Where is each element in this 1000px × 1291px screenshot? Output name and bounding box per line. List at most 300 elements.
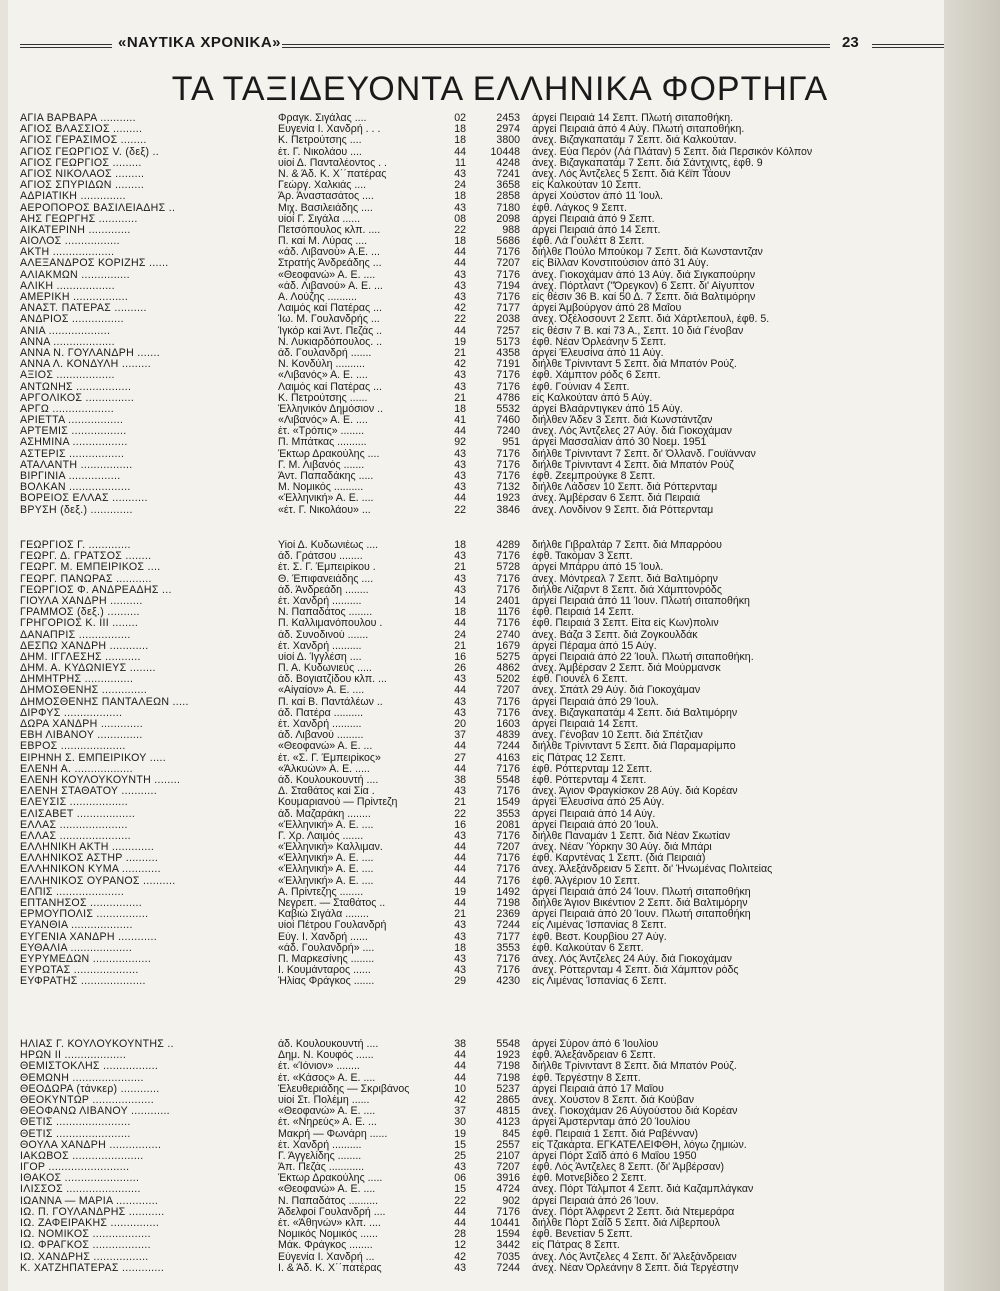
owner-name: Π. Μαρκεσίνης ........ <box>278 953 375 965</box>
voyage-status: διήλθεν Άδεν 3 Σεπτ. διά Κωνστάντζαν <box>532 415 713 427</box>
ship-name: ΓΡΑΜΜΟΣ (δεξ.) .......... <box>20 607 140 619</box>
owner-name: έτ. «Τρόπις» ........ <box>278 426 365 438</box>
ship-row <box>20 124 940 135</box>
tonnage: 7176 <box>496 965 520 977</box>
flag-code: 24 <box>454 180 466 192</box>
ship-name: ΙΘΑΚΟΣ ....................... <box>20 1173 140 1185</box>
tonnage: 7176 <box>496 786 520 798</box>
owner-name: Ν. Λυκιαρδόπουλος. .. <box>278 336 383 348</box>
owner-name: «Έλληνική» Α. Ε. .... <box>278 819 374 831</box>
ship-name: ΑΝΙΑ ................... <box>20 325 111 337</box>
tonnage: 7176 <box>496 830 520 842</box>
voyage-status: διήλθε Τρίνινταντ 5 Σεπτ. διά Μπατόν Ρούζ. <box>532 359 737 371</box>
flag-code: 21 <box>454 347 466 359</box>
flag-code: 44 <box>454 763 466 775</box>
ship-row <box>20 191 940 202</box>
tonnage: 2081 <box>496 819 520 831</box>
ship-row <box>20 1252 940 1263</box>
tonnage: 4358 <box>496 347 520 359</box>
ship-name: ΕΛΙΣΑΒΕΤ .................. <box>20 808 136 820</box>
voyage-status: άργεί Πειραιά άπό 26 Ίουν. <box>532 1195 659 1207</box>
owner-name: Ίγκόρ καί Άντ. Πεζάς .. <box>278 325 383 337</box>
flag-code: 18 <box>454 942 466 954</box>
tonnage: 7176 <box>496 471 520 482</box>
voyage-status: άνεχ. Γένοβαν 10 Σεπτ. διά Σπέτζιαν <box>532 730 703 742</box>
flag-code: 44 <box>454 247 466 259</box>
owner-name: Θ. Έπιφανειάδης .... <box>278 573 374 585</box>
ship-name: ΑΡΤΕΜΙΣ ................. <box>20 426 127 438</box>
owner-name: Έλευθεριάδης — Σκριβάνος <box>278 1083 410 1095</box>
tonnage: 4815 <box>496 1106 520 1118</box>
tonnage: 3553 <box>496 808 520 820</box>
ship-row <box>20 1061 940 1072</box>
ship-name: ΑΛΙΑΚΜΩΝ ............... <box>20 269 130 281</box>
voyage-status: είς Τζακάρτα. ΕΓΚΑΤΕΛΕΙΦΘΗ, λόγω ζημιών. <box>532 1139 747 1151</box>
voyage-status: έφθ. Λάγκος 9 Σεπτ. <box>532 202 627 214</box>
tonnage: 951 <box>502 437 520 449</box>
flag-code: 44 <box>454 1218 466 1229</box>
tonnage: 2858 <box>496 191 520 203</box>
ship-name: ΕΛΕΝΗ ΣΤΑΘΑΤΟΥ ........... <box>20 786 158 798</box>
voyage-status: είς Λιμένας Ίσπανίας 8 Σεπτ. <box>532 920 667 932</box>
ship-row <box>20 708 940 719</box>
tonnage: 7176 <box>496 459 520 471</box>
ship-row <box>20 404 940 415</box>
ship-name: ΘΕΤΙΣ ....................... <box>20 1117 131 1129</box>
owner-name: Π. Α. Κυδωνιεύς ..... <box>278 663 372 675</box>
ship-row <box>20 876 940 887</box>
ship-row <box>20 1117 940 1128</box>
ship-row <box>20 976 940 987</box>
ship-name: ΑΓΙΑ ΒΑΡΒΑΡΑ ........... <box>20 113 136 124</box>
ship-row <box>20 1151 940 1162</box>
owner-name: Έλληνικόν Δημόσιον .. <box>278 403 384 415</box>
owner-name: έτ. Χανδρή .......... <box>278 595 362 607</box>
tonnage: 7191 <box>496 359 520 371</box>
owner-name: «Θεοφανώ» Α. Ε. .... <box>278 1106 376 1118</box>
ship-name: ΘΕΜΩΝΗ ...................... <box>20 1072 144 1084</box>
ship-name: ΕΛΛΑΣ ...................... <box>20 830 131 842</box>
voyage-status: έφθ. Λά Γουλέττ 8 Σεπτ. <box>532 236 645 248</box>
flag-code: 18 <box>454 540 466 551</box>
voyage-status: έφθ. Τεργέστην 8 Σεπτ. <box>532 1072 641 1084</box>
journal-name: «ΝΑΥΤΙΚΑ ΧΡΟΝΙΚΑ» <box>118 34 281 51</box>
tonnage: 7176 <box>496 853 520 865</box>
flag-code: 24 <box>454 629 466 641</box>
owner-name: «άδ. Λιβανού» Α.Ε. ... <box>278 247 380 259</box>
ship-row <box>20 180 940 191</box>
tonnage: 4123 <box>496 1117 520 1129</box>
tonnage: 7207 <box>496 842 520 854</box>
flag-code: 19 <box>454 336 466 348</box>
tonnage: 988 <box>502 224 520 236</box>
ship-row <box>20 697 940 708</box>
ship-name: ΓΡΗΓΟΡΙΟΣ Κ. III ........ <box>20 618 139 630</box>
flag-code: 18 <box>454 403 466 415</box>
flag-code: 44 <box>454 1206 466 1218</box>
owner-name: άδ. Βογιατζίδου κλπ. ... <box>278 674 387 686</box>
ship-name: ΕΠΤΑΝΗΣΟΣ ................ <box>20 898 142 909</box>
flag-code: 43 <box>454 381 466 393</box>
owner-name: Φραγκ. Σιγάλας .... <box>278 113 367 124</box>
owner-name: «Άλκυών» Α. Ε. ..... <box>278 763 370 775</box>
owner-name: Α. Πρίντεζης ........ <box>278 886 364 898</box>
adjacent-page-edge <box>944 0 1000 1291</box>
ship-name: ΑΝΝΑ Ν. ΓΟΥΛΑΝΔΡΗ ....... <box>20 347 160 359</box>
voyage-status: άνεχ. Λός Άντζελες 5 Σεπτ. διά Κέϊπ Τάουν <box>532 168 731 180</box>
tonnage: 1176 <box>497 607 520 619</box>
ship-row <box>20 797 940 808</box>
voyage-status: άνεχ. Λός Άντζελες 24 Αύγ. διά Γιοκοχάμαν <box>532 953 732 965</box>
voyage-status: έφθ. Γούνιαν 4 Σεπτ. <box>532 381 630 393</box>
ship-row <box>20 415 940 426</box>
tonnage: 7176 <box>496 381 520 393</box>
ship-name: ΕΥΡΩΤΑΣ .................... <box>20 965 139 977</box>
tonnage: 4839 <box>496 730 520 742</box>
owner-name: Νεγρεπ. — Σταθάτος .. <box>278 898 386 909</box>
flag-code: 30 <box>454 1117 466 1129</box>
voyage-status: άνεχ. Ρόττερνταμ 4 Σεπτ. διά Χάμπτον ρόδς <box>532 965 739 977</box>
tonnage: 7207 <box>496 685 520 697</box>
voyage-status: διήλθε Πούλο Μπούκομ 7 Σεπτ. διά Κωνσταντζαν <box>532 247 763 259</box>
ship-name: ΓΕΩΡΓ. Δ. ΓΡΑΤΣΟΣ ........ <box>20 551 152 563</box>
ship-row <box>20 607 940 618</box>
voyage-status: άργεί Άμστερνταμ άπό 20 Ίουλίου <box>532 1117 691 1129</box>
voyage-status: άνεχ. Όξέλοσουντ 2 Σεπτ. διά Χάρτλεπουλ, έφθ. 5. <box>532 314 770 326</box>
flag-code: 22 <box>454 224 466 236</box>
ship-row <box>20 641 940 652</box>
voyage-status: άνεχ. Βιζαγκαπατάμ 7 Σεπτ. διά Καλκούταν. <box>532 135 737 147</box>
tonnage: 5728 <box>496 562 520 574</box>
ship-row <box>20 585 940 596</box>
flag-code: 42 <box>454 1251 466 1263</box>
ship-name: ΔΙΡΦΥΣ .................. <box>20 707 123 719</box>
voyage-status: άργεί Έλευσίνα άπό 25 Αύγ. <box>532 797 665 809</box>
ship-row <box>20 753 940 764</box>
ship-name: ΔΗΜ. ΙΓΓΛΕΣΗΣ ........... <box>20 651 141 663</box>
ship-name: ΑΝΝΑ ................... <box>20 336 115 348</box>
tonnage: 7257 <box>496 325 520 337</box>
ship-name: ΑΗΣ ΓΕΩΡΓΗΣ ............ <box>20 213 138 225</box>
voyage-status: έφθ. Γιουνέλ 6 Σεπτ. <box>532 674 628 686</box>
tonnage: 7176 <box>496 864 520 876</box>
owner-name: άδ. Μαζαράκη ........ <box>278 808 371 820</box>
owner-name: έτ. Χανδρή .......... <box>278 640 362 652</box>
ship-row <box>20 551 940 562</box>
ship-row <box>20 909 940 920</box>
owner-name: Μάκ. Φράγκος ........ <box>278 1240 373 1252</box>
tonnage: 3846 <box>496 504 520 516</box>
voyage-status: έφθ. Μοτνεβίδεο 2 Σεπτ. <box>532 1173 647 1185</box>
voyage-status: άνεχ. Βάζα 3 Σεπτ. διά Ζογκουλδάκ <box>532 629 698 641</box>
flag-code: 43 <box>454 448 466 460</box>
owner-name: Π. Μπάτκας .......... <box>278 437 367 449</box>
ship-row <box>20 236 940 247</box>
tonnage: 7176 <box>496 448 520 460</box>
ship-row <box>20 135 940 146</box>
flag-code: 18 <box>454 124 466 136</box>
ship-name: ΙΩΑΝΝΑ — ΜΑΡΙΑ ............. <box>20 1195 159 1207</box>
ship-row <box>20 1106 940 1117</box>
voyage-status: έφθ. Καρντένας 1 Σεπτ. (διά Πειραιά) <box>532 853 706 865</box>
owner-name: Μακρή — Φωνάρη ...... <box>278 1128 388 1140</box>
tonnage: 7176 <box>496 584 520 596</box>
flag-code: 43 <box>454 1162 466 1174</box>
owner-name: άδ. Συνοδινού ....... <box>278 629 369 641</box>
ship-name: ΑΡΓΟΛΙΚΟΣ ............... <box>20 392 135 404</box>
tonnage: 5532 <box>496 403 520 415</box>
owner-name: Δ. Σταθάτος καί Σία . <box>278 786 375 798</box>
ship-name: ΘΕΟΚΥΝΤΩΡ ................... <box>20 1094 154 1106</box>
voyage-status: άνεχ. Λονδίνον 9 Σεπτ. διά Ρόττερνταμ <box>532 504 714 516</box>
tonnage: 1603 <box>496 719 520 730</box>
flag-code: 22 <box>454 808 466 820</box>
voyage-status: διήλθε Λίζαρντ 8 Σεπτ. διά Χάμπτονρόδς <box>532 584 722 596</box>
ship-name: ΕΥΓΕΝΙΑ ΧΑΝΔΡΗ ............ <box>20 931 157 943</box>
flag-code: 38 <box>454 774 466 786</box>
ship-row <box>20 719 940 730</box>
flag-code: 43 <box>454 551 466 563</box>
flag-code: 44 <box>454 258 466 270</box>
tonnage: 2740 <box>496 629 520 641</box>
flag-code: 16 <box>454 819 466 831</box>
ship-name: ΘΟΥΛΑ ΧΑΝΔΡΗ ................ <box>20 1139 162 1151</box>
tonnage: 2401 <box>496 595 520 607</box>
owner-name: έτ. Γ. Νικολάου .... <box>278 146 362 158</box>
tonnage: 7207 <box>496 1162 520 1174</box>
flag-code: 15 <box>454 1139 466 1151</box>
voyage-status: άργεί Μπάρρυ άπό 15 Ίουλ. <box>532 562 664 574</box>
voyage-status: είς Βίλλαν Κονστιτούσιον άπό 31 Αύγ. <box>532 258 709 270</box>
tonnage: 902 <box>502 1195 520 1207</box>
tonnage: 10441 <box>490 1218 520 1229</box>
voyage-status: έφθ. Πειραιά 14 Σεπτ. <box>532 607 635 619</box>
tonnage: 7244 <box>496 920 520 932</box>
tonnage: 2098 <box>496 213 520 225</box>
ship-name: ΙΩ. ΝΟΜΙΚΟΣ .................. <box>20 1229 151 1241</box>
ship-row <box>20 831 940 842</box>
owner-name: Μιχ. Βασιλειάδης .... <box>278 202 373 214</box>
page-title: ΤΑ ΤΑΞΙΔΕΥΟΝΤΑ ΕΛΛΗΝΙΚΑ ΦΟΡΤΗΓΑ <box>171 70 829 108</box>
voyage-status: είς Λιμένας Ίσπανίας 6 Σεπτ. <box>532 976 667 988</box>
voyage-status: έφθ. Άλεξάνδρειαν 6 Σεπτ. <box>532 1050 656 1062</box>
voyage-status: άνεχ. Βιζαγκαπατάμ 4 Σεπτ. διά Βαλτιμόρην <box>532 707 738 719</box>
flag-code: 44 <box>454 685 466 697</box>
owner-name: Στρατής Άνδρεάδης ... <box>278 258 382 270</box>
ship-name: ΘΕΟΔΩΡΑ (τάνκερ) ............ <box>20 1083 160 1095</box>
owner-name: Έκτωρ Δρακούλης ..... <box>278 1173 383 1185</box>
owner-name: έτ. «Κάσος» Α. Ε. .... <box>278 1072 376 1084</box>
flag-code: 11 <box>455 157 466 169</box>
owner-name: άδ. Πατέρα .......... <box>278 707 364 719</box>
ship-row <box>20 393 940 404</box>
ship-name: ΑΓΙΟΣ ΒΛΑΣΣΙΟΣ ......... <box>20 124 143 136</box>
tonnage: 7207 <box>496 258 520 270</box>
tonnage: 5548 <box>496 774 520 786</box>
ship-name: ΑΓΙΟΣ ΓΕΩΡΓΙΟΣ ......... <box>20 157 142 169</box>
owner-name: Κ. Πετρούτσης ...... <box>278 392 368 404</box>
ship-name: ΙΩ. ΖΑΦΕΙΡΑΚΗΣ ............... <box>20 1218 160 1229</box>
owner-name: έτ. «Ίόνιον» ........ <box>278 1061 360 1073</box>
tonnage: 7177 <box>496 931 520 943</box>
tonnage: 1549 <box>496 797 520 809</box>
ship-row <box>20 437 940 448</box>
flag-code: 20 <box>454 719 466 730</box>
owner-name: Π. καί Μ. Λύρας .... <box>278 236 368 248</box>
ship-name: ΕΛΛΗΝΙΚΟΣ ΑΣΤΗΡ .......... <box>20 853 159 865</box>
tonnage: 7035 <box>496 1251 520 1263</box>
voyage-status: άνεχ. Νέαν Ύόρκην 30 Αύγ. διά Μπάρι <box>532 842 712 854</box>
ship-row <box>20 493 940 504</box>
ship-row <box>20 1240 940 1251</box>
ship-row <box>20 1207 940 1218</box>
owner-name: Ν. Παπαδάτος ........ <box>278 607 373 619</box>
ship-row <box>20 562 940 573</box>
ship-name: ΑΝΔΡΙΟΣ ................ <box>20 314 124 326</box>
flag-code: 16 <box>454 651 466 663</box>
owner-name: άδ. Κουλουκουντή .... <box>278 1039 379 1050</box>
tonnage: 4230 <box>496 976 520 988</box>
voyage-status: άργεί Πειραιά 14 Σεπτ. <box>532 719 639 730</box>
voyage-status: άργεί Πειραιά άπό 14 Σεπτ. <box>532 224 661 236</box>
ship-name: ΑΜΕΡΙΚΗ ................. <box>20 292 129 303</box>
tonnage: 7132 <box>496 482 520 494</box>
ship-row <box>20 303 940 314</box>
owner-name: υίοί Γ. Σιγάλα ...... <box>278 213 361 225</box>
tonnage: 7176 <box>496 875 520 887</box>
ship-row <box>20 270 940 281</box>
ship-name: ΓΙΟΥΛΑ ΧΑΝΔΡΗ .......... <box>20 595 143 607</box>
voyage-status: άργεί Έλευσίνα άπό 11 Αύγ. <box>532 347 664 359</box>
owner-name: «άδ. Λιβανού» Α. Ε. ... <box>278 280 383 292</box>
voyage-status: άνεχ. Λός Άντζελες 4 Σεπτ. δι' Άλεξάνδρειαν <box>532 1251 737 1263</box>
flag-code: 06 <box>454 1173 466 1185</box>
ship-row <box>20 1173 940 1184</box>
flag-code: 43 <box>454 707 466 719</box>
flag-code: 44 <box>454 1072 466 1084</box>
ship-name: ΒΟΛΚΑΝ ................... <box>20 482 131 494</box>
tonnage: 2865 <box>496 1094 520 1106</box>
ship-name: ΘΕΜΙΣΤΟΚΛΗΣ ................. <box>20 1061 159 1073</box>
ship-row <box>20 540 940 551</box>
flag-code: 21 <box>454 392 466 404</box>
page-left-margin <box>0 0 8 1291</box>
tonnage: 845 <box>502 1128 520 1140</box>
ship-row <box>20 1039 940 1050</box>
flag-code: 43 <box>454 202 466 214</box>
ship-row <box>20 820 940 831</box>
voyage-status: άργεί Πειραιά άπό 22 Ίουλ. Πλωτή σιταποθήκη. <box>532 651 754 663</box>
flag-code: 43 <box>454 931 466 943</box>
ship-row <box>20 864 940 875</box>
flag-code: 43 <box>454 269 466 281</box>
voyage-status: έφθ. Τακόμαν 3 Σεπτ. <box>532 551 633 563</box>
flag-code: 15 <box>454 1184 466 1196</box>
flag-code: 42 <box>454 1094 466 1106</box>
voyage-status: έφθ. Πειραιά 3 Σεπτ. Είτα είς Κων)πολιν <box>532 618 719 630</box>
ship-row <box>20 1095 940 1106</box>
ship-row <box>20 113 940 124</box>
tonnage: 7244 <box>496 741 520 753</box>
ship-row <box>20 359 940 370</box>
tonnage: 7176 <box>496 1206 520 1218</box>
flag-code: 42 <box>454 303 466 315</box>
tonnage: 7177 <box>496 303 520 315</box>
voyage-status: άνεχ. Πόρτ Τάλμποτ 4 Σεπτ. διά Καζαμπλάγκαν <box>532 1184 754 1196</box>
ship-row <box>20 1050 940 1061</box>
ship-name: ΗΛΙΑΣ Γ. ΚΟΥΛΟΥΚΟΥΝΤΗΣ .. <box>20 1039 174 1050</box>
ship-list-group-g-e <box>20 540 940 988</box>
voyage-status: έφθ. Ρόττερνταμ 12 Σεπτ. <box>532 763 653 775</box>
voyage-status: διήλθε Τρίνινταντ 7 Σεπτ. δι' Όλλανδ. Γουϊάνναν <box>532 448 756 460</box>
flag-code: 14 <box>454 595 466 607</box>
voyage-status: είς Καλκούταν άπό 5 Αύγ. <box>532 392 653 404</box>
owner-name: υίοί Πέτρου Γουλανδρή <box>278 920 387 932</box>
tonnage: 3800 <box>496 135 520 147</box>
tonnage: 3442 <box>496 1240 520 1252</box>
owner-name: Καβιώ Σιγάλα ........ <box>278 909 369 921</box>
ship-name: ΗΡΩΝ ΙΙ ................... <box>20 1050 127 1062</box>
ship-row <box>20 214 940 225</box>
ship-row <box>20 348 940 359</box>
ship-row <box>20 1196 940 1207</box>
ship-name: ΕΛΛΗΝΙΚΟΝ ΚΥΜΑ ............ <box>20 864 161 876</box>
flag-code: 44 <box>454 618 466 630</box>
owner-name: «Θεοφανώ» Α. Ε. .... <box>278 1184 376 1196</box>
flag-code: 41 <box>454 415 466 427</box>
voyage-status: άργεί Πειραιά άπό 9 Σεπτ. <box>532 213 655 225</box>
flag-code: 44 <box>454 741 466 753</box>
tonnage: 7176 <box>496 247 520 259</box>
ship-name: ΙΓΟΡ ......................... <box>20 1162 130 1174</box>
ship-name: ΕΥΑΝΘΙΑ ................... <box>20 920 133 932</box>
ship-name: ΕΛΕΝΗ ΚΟΥΛΟΥΚΟΥΝΤΗ ........ <box>20 774 181 786</box>
flag-code: 08 <box>454 213 466 225</box>
ship-row <box>20 169 940 180</box>
flag-code: 43 <box>454 965 466 977</box>
flag-code: 22 <box>454 504 466 516</box>
tonnage: 1492 <box>496 886 520 898</box>
flag-code: 43 <box>454 1262 466 1274</box>
ship-row <box>20 1263 940 1274</box>
owner-name: Εύγενία Ι. Χανδρή ... <box>278 1251 375 1263</box>
ship-row <box>20 674 940 685</box>
owner-name: άδ. Γουλανδρή ....... <box>278 347 372 359</box>
ship-row <box>20 314 940 325</box>
ship-row <box>20 898 940 909</box>
ship-name: ΔΑΝΑΠΡΙΣ ................ <box>20 629 131 641</box>
tonnage: 7176 <box>496 370 520 382</box>
ship-row <box>20 596 940 607</box>
ship-row <box>20 258 940 269</box>
flag-code: 43 <box>454 953 466 965</box>
owner-name: Άρ. Άναστασάτος .... <box>278 191 374 203</box>
tonnage: 5173 <box>496 336 520 348</box>
ship-row <box>20 1184 940 1195</box>
owner-name: έτ. Χανδρή .......... <box>278 1139 362 1151</box>
owner-name: Ν. Παπαδάτος .......... <box>278 1195 379 1207</box>
ship-row <box>20 426 940 437</box>
owner-name: Εύγ. Ι. Χανδρή ...... <box>278 931 368 943</box>
voyage-status: είς Πάτρας 8 Σεπτ. <box>532 1240 620 1252</box>
voyage-status: άργεί Πειραιά 14 Σεπτ. Πλωτή σιταποθήκη. <box>532 113 734 124</box>
tonnage: 1594 <box>496 1229 520 1241</box>
tonnage: 7176 <box>496 707 520 719</box>
voyage-status: άνεχ. Εύα Περόν (Λά Πλάταν) 5 Σεπτ. διά Περσικόν Κόλπον <box>532 146 813 158</box>
flag-code: 43 <box>454 573 466 585</box>
flag-code: 43 <box>454 280 466 292</box>
voyage-status: έφθ. Πειραιά 1 Σεπτ. διά Ραβένναν) <box>532 1128 699 1140</box>
